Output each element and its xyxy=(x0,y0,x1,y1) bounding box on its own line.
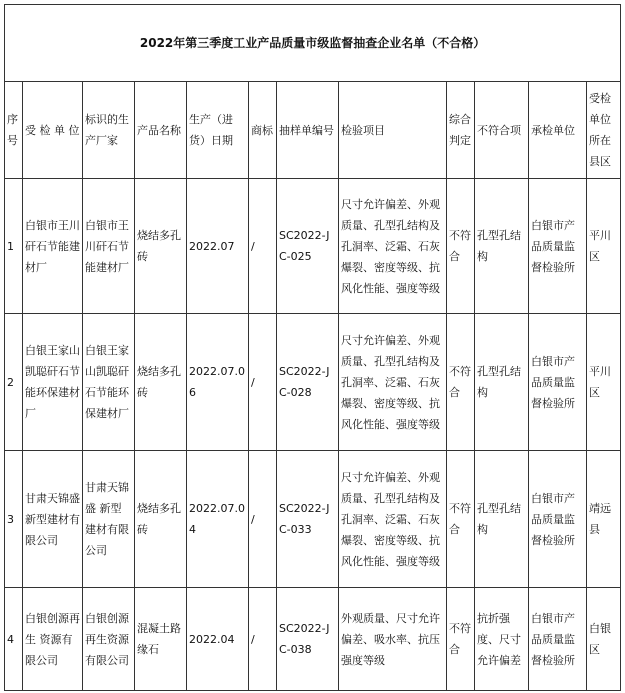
cell-labeled-maker: 甘肃天锦盛 新型建材有限公司 xyxy=(83,451,135,588)
cell-sample-no: SC2022-JC-033 xyxy=(277,451,339,588)
cell-county: 靖远县 xyxy=(587,451,621,588)
cell-seq: 4 xyxy=(5,588,23,691)
cell-inspection-agency: 白银市产品质量监督检验所 xyxy=(529,314,587,451)
cell-failed-items: 孔型孔结构 xyxy=(475,314,529,451)
cell-inspection-items: 尺寸允许偏差、外观质量、孔型孔结构及孔洞率、泛霜、石灰爆裂、密度等级、抗风化性能、强度等级 xyxy=(339,314,447,451)
cell-inspection-agency: 白银市产品质量监督检验所 xyxy=(529,179,587,314)
cell-verdict: 不符合 xyxy=(447,588,475,691)
cell-sample-no: SC2022-JC-025 xyxy=(277,179,339,314)
cell-product-name: 烧结多孔砖 xyxy=(135,451,187,588)
cell-county: 平川区 xyxy=(587,314,621,451)
cell-product-name: 烧结多孔砖 xyxy=(135,314,187,451)
cell-inspection-items: 尺寸允许偏差、外观质量、孔型孔结构及孔洞率、泛霜、石灰爆裂、密度等级、抗风化性能、强度等级 xyxy=(339,451,447,588)
cell-inspection-agency: 白银市产品质量监督检验所 xyxy=(529,451,587,588)
header-seq: 序号 xyxy=(5,82,23,179)
cell-verdict: 不符合 xyxy=(447,314,475,451)
cell-seq: 1 xyxy=(5,179,23,314)
cell-labeled-maker: 白银创源再生资源有限公司 xyxy=(83,588,135,691)
cell-brand: / xyxy=(249,179,277,314)
cell-sample-no: SC2022-JC-038 xyxy=(277,588,339,691)
header-product-name: 产品名称 xyxy=(135,82,187,179)
cell-inspected-unit: 白银王家山 凯聪矸石节能环保建材厂 xyxy=(23,314,83,451)
table-title: 2022年第三季度工业产品质量市级监督抽查企业名单（不合格） xyxy=(5,5,621,82)
header-verdict: 综合判定 xyxy=(447,82,475,179)
header-production-date: 生产（进货）日期 xyxy=(187,82,249,179)
cell-production-date: 2022.07 xyxy=(187,179,249,314)
cell-seq: 3 xyxy=(5,451,23,588)
cell-failed-items: 孔型孔结构 xyxy=(475,451,529,588)
header-brand: 商标 xyxy=(249,82,277,179)
header-sample-no: 抽样单编号 xyxy=(277,82,339,179)
cell-seq: 2 xyxy=(5,314,23,451)
cell-inspected-unit: 甘肃天锦盛新型建材有限公司 xyxy=(23,451,83,588)
header-labeled-maker: 标识的生产厂家 xyxy=(83,82,135,179)
header-inspection-agency: 承检单位 xyxy=(529,82,587,179)
header-failed-items: 不符合项 xyxy=(475,82,529,179)
cell-brand: / xyxy=(249,314,277,451)
header-row xyxy=(5,82,621,179)
cell-production-date: 2022.07.04 xyxy=(187,451,249,588)
cell-county: 平川区 xyxy=(587,179,621,314)
cell-product-name: 混凝土路缘石 xyxy=(135,588,187,691)
cell-labeled-maker: 白银王家山凯聪矸石节能环保建材厂 xyxy=(83,314,135,451)
cell-inspected-unit: 白银市王川矸石节能建材厂 xyxy=(23,179,83,314)
sampling-results-table xyxy=(4,4,621,691)
cell-county: 白银区 xyxy=(587,588,621,691)
header-inspected-unit: 受 检 单 位 xyxy=(23,82,83,179)
cell-labeled-maker: 白银市王川矸石节能建材厂 xyxy=(83,179,135,314)
cell-verdict: 不符合 xyxy=(447,179,475,314)
table-row xyxy=(5,451,621,588)
header-inspection-items: 检验项目 xyxy=(339,82,447,179)
table-row xyxy=(5,588,621,691)
cell-production-date: 2022.04 xyxy=(187,588,249,691)
header-county: 受检单位所在县区 xyxy=(587,82,621,179)
table-row xyxy=(5,314,621,451)
cell-verdict: 不符合 xyxy=(447,451,475,588)
cell-failed-items: 抗折强度、尺寸允许偏差 xyxy=(475,588,529,691)
cell-production-date: 2022.07.06 xyxy=(187,314,249,451)
cell-failed-items: 孔型孔结构 xyxy=(475,179,529,314)
cell-inspected-unit: 白银创源再生 资源有限公司 xyxy=(23,588,83,691)
cell-product-name: 烧结多孔砖 xyxy=(135,179,187,314)
cell-sample-no: SC2022-JC-028 xyxy=(277,314,339,451)
table-row xyxy=(5,179,621,314)
cell-inspection-items: 外观质量、尺寸允许偏差、吸水率、抗压强度等级 xyxy=(339,588,447,691)
cell-inspection-items: 尺寸允许偏差、外观质量、孔型孔结构及孔洞率、泛霜、石灰爆裂、密度等级、抗风化性能、强度等级 xyxy=(339,179,447,314)
cell-brand: / xyxy=(249,451,277,588)
cell-brand: / xyxy=(249,588,277,691)
cell-inspection-agency: 白银市产品质量监督检验所 xyxy=(529,588,587,691)
